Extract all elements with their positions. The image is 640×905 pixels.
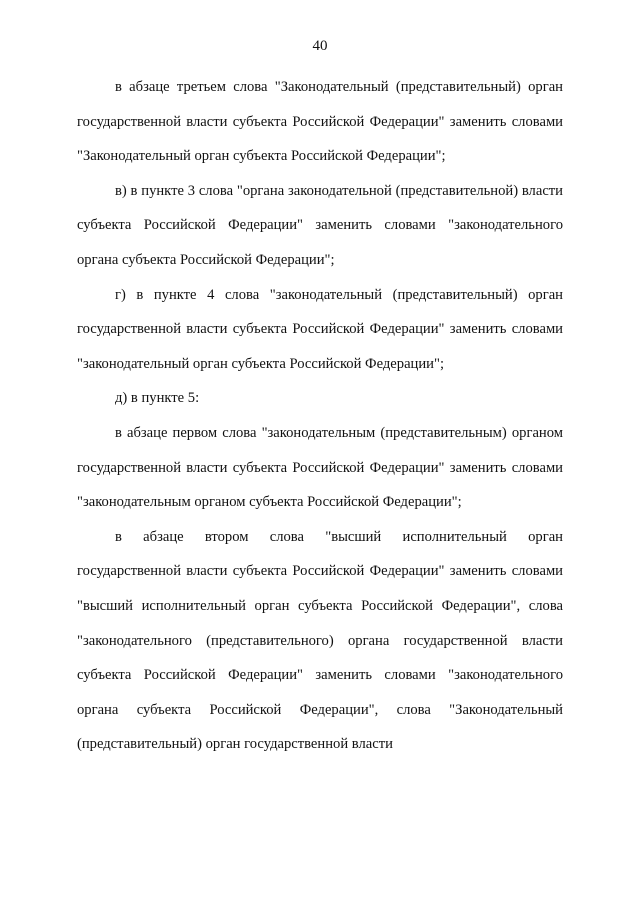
paragraph-6: в абзаце втором слова "высший исполнительный орган государственной власти субъекта Российской Федерации" заменить словами "высший исполнительный орган субъекта Российской Федерации", слова "законодательного (представительного) органа государственной власти субъекта Российской Федерации" заменить словами "законодательного органа субъекта Российской Федерации", слова "Законодательный (представительный) орган государственной власти	[77, 528, 563, 753]
paragraph-5: в абзаце первом слова "законодательным (представительным) органом государственной власти субъекта Российской Федерации" заменить словами "законодательным органом субъекта Российской Федерации";	[77, 424, 563, 511]
paragraph-1: в абзаце третьем слова "Законодательный (представительный) орган государственной власти субъекта Российской Федерации" заменить словами "Законодательный орган субъекта Российской Федерации";	[77, 79, 563, 165]
document-body	[77, 70, 563, 762]
paragraph-3: г) в пункте 4 слова "законодательный (представительный) орган государственной власти субъекта Российской Федерации" заменить словами "законодательный орган субъекта Российской Федерации";	[77, 286, 563, 372]
paragraph-4: д) в пункте 5:	[115, 390, 200, 407]
paragraph-2: в) в пункте 3 слова "органа законодательной (представительной) власти субъекта Российской Федерации" заменить словами "законодательного органа субъекта Российской Федерации";	[77, 182, 563, 268]
page-number: 40	[312, 38, 328, 54]
